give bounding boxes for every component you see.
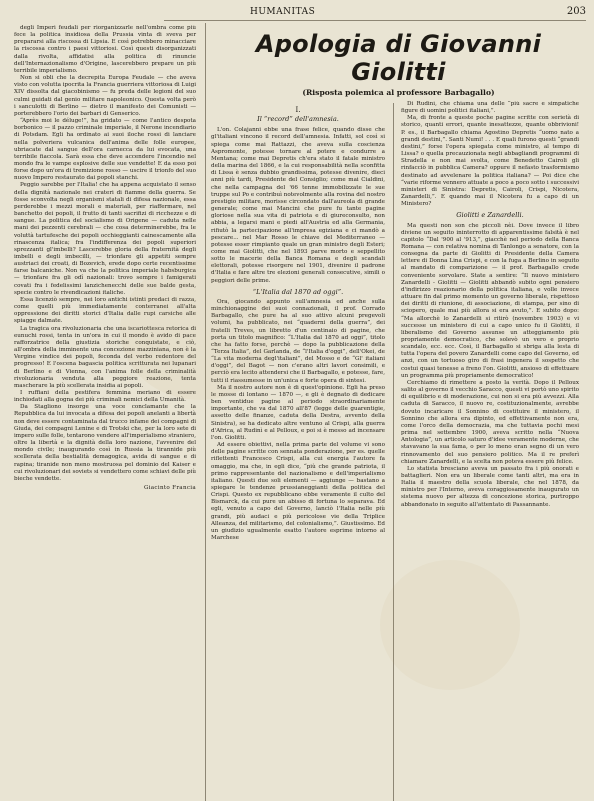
article-area <box>211 24 586 801</box>
right-paragraph: Di Rudinì, che chiama una delle “più sacre e simpatiche figure di uomini politici italiani,”. <box>401 101 579 115</box>
left-paragraph: I ruffiani della pestifera femmina meriano di essere inchiodati alla gogna dei più criminali nemici della Umanità. <box>14 389 196 404</box>
column-divider <box>205 23 206 801</box>
section-heading: Giolitti e Zanardelli. <box>456 211 524 220</box>
left-paragraph: Da Stagliono insorge una voce conclamante che la Repubblica da lui invocata a difesa dei popoli anelanti a libertà non deve essere contaminata dal trucco infame dei compagni di Giuda, dei compagni Lenine e di Trotski che, per la loro sete di impero sulle folle, tentarono vendere all'imperialismo straniero, oltre la libertà e la dignità della loro nazione, l'avvenire del mondo civile; inaugurando così in Russia la tirannide più scellerata della bestialità demagogica, avida di sangue e di rapina; tiranide non meno mostruosa pel dominio del Kaiser e cui rivoluzionari dei soviets si vendettero come schiavi delle più bieche vendette. <box>14 404 196 482</box>
left-paragraph: “Après moi le déluge!”, ha gridato — come l'antico despota borbonico — il pazzo criminale imperiale, il Nerone incendiario di Potsdam. Egli ha ordinato ai suoi iloche rossi di lanciare nella polveriera vulcanica dell'anima delle folle europee, ubriacate dal sangue dell'ora carneсса da lui evocata, una terribile fiaccola. Sarà essa che deve accendere l'incendio nel mondo fra le vampe esplosive delle sue vendette! E da esso poi forse dopo un'ora di tremizione rosso — uscire il trionfo del suo nuovo Impero restaurato dai popoli stanchi. <box>14 118 196 182</box>
left-paragraph: La tragica ora rivoluzionaria che una iscariottesca retorica di eunuchi rossi, tenta in un'ora in cui il mondo è avido di pace rafforzatrice della giustizia storiche conquistate, e ciò, all'ombra della imminente una concezione mazziniana, non è la Vergine vindice dei popoli, feconda del verbo redentore del progresso! E l'oscena bagascia politica scritturata nei lupanari di Berlino e di Vienna, con l'anima folle della criminalità rivoluzionaria venduta alla peggiore reazione, tenta mascherare la più scellerata insidia ai popoli. <box>14 325 196 389</box>
left-paragraph: degli Imperi feudali per riorganizzarle nell'ombra come più fece la politica insidiosa della Prussia vinta di sveva per prepararsi alla riscossa di Lipsia. E così potrebbero minacciare la riscossa contro i paesi vittoriosi. Così questi disorganizzati dalla rivolta, affidatisi alla politica di rinuncie dell'Internazionalismo d'Origine, lascerebbero prepare un più terribile imperialismo. <box>14 25 196 74</box>
right-paragraph: Ma, di fronte a queste poche pagine scritte con serietà di storico, quanti errori, quante inesattezze, quante obbrivioni! P. es., il Barbagallo chiama Agostino Depretis “uomo nato a grandi destini,”. Santi Numi! . . . E quali furono questi “grandi destini,” forse l'opera spiegata come ministro, al tempo di Lissa? o quella precauzionata negli abbagliandi programmi di Stradella e non mai svolta, come Benedetto Cairoli gli rinfacciò in pubblica Camera? oppure il nefasto trasformismo destinato ad avvelenare la politica italiana? — Poi dice che “varie riforme vennero attuate a poco a poco sotto i successivi ministeri di Sinistra: Depretis, Cairoli, Crispi, Nicotera, Zanardelli,”. E quando mai il Nicotera fu a capo di un Ministero? <box>401 115 579 208</box>
middle-column <box>211 101 388 801</box>
left-paragraph: Non si obli che la decrepita Europa Feudale — che aveva visto con volutta ipocrita la Francia guerriera vittoriosa di Luigi XIV dissolta dal giacobinismo — fu preda delle legioni del suo culmi guidati dal genio militare napoleonico. Questa volta però i sanculotti di Berlino — dietro il manifesto dei Comunisti — porterebbero l'orio dei barbari di Genserico. <box>14 75 196 117</box>
running-header <box>164 6 586 21</box>
article-subtitle: (Risposta polemica al professore Barbagallo) <box>302 88 495 97</box>
right-paragraph: Ma questi non son che piccoli nèi. Dove invece il libro diviene un seguito ininterrotto di apparentissime falsità è nel capitolo “Dal '900 al '913,”, giacchè nel periodo della Banca Romana — con relativa nomina di Tanlongo a senatore, con la consegna da parte di Giolitti di Presidente della Camera lettere di Donna Lina Crispi, e con la fuga a Berlino in seguito al mandato di comparizione — il prof. Barbagallo crede conveniente sorvolare. State a sentire: “Il nuovo ministero Zanardelli - Giolitti — Giolitti abbandò subito ogni pensiero d'indirizzo reazionario della politica italiana, e volle invece attuare fin dal primo momento un governo liberale, rispettoso dei diritti di riunione, di associazione, di stampa, per sino di sciopero, quale mai più allora si era avuto,”. E subito dopo: “Ma allorchè lo Zanardelli si ritirò (novembre 1903) e vi successe un ministero di cui a capo unico fu il Giolitti, il liberalismo del Governo assunse un atteggiamento più propriamente democratico, che solevò un vero e proprio scandalo, ecc. ecc. Così, il Barbagallo si sbriga alla lesta di tutta l'opera del povero Zanardelli come capo del Governo, ed anzi, con un tortuoso giro di frasi ingenera il sospetto che costui quasi tenesse a freno l'on. Giolitti, ansioso di effettuare un programma più propriamente democratico! <box>401 222 579 379</box>
middle-paragraph: Ad essere obiettivi, nella prima parte del volume vi sono delle pagine scritte con sennata ponderazione, per es. quelle riflettenti Francesco Crispi, alla cui energia l'autore fa omaggio, ma che, in egli dice, “più che grande patriota, il primo rappresentante del nazionalismo e dell'imperialismo italiano. Questi due soli elementi — aggiunge — bastano a spiegare le tendenze prussianeggianti della politica del Crispi. Questo ex repubblicano ebbe veramente il culto del Bismarck, da cui pure un abisso di fortuna lo separava. Ed egli, venuto a capo del Governo, lanciò l'Italia nelle più grandi, più audaci e più pericolose vie della Triplice Alleanza, del militarismo, del colonialismo,”. Giustissimo. Ed un giudizio ugualmente esatto l'autore esprime intorno al Marchese <box>211 442 385 542</box>
running-title: HUMANITAS <box>250 7 316 17</box>
page-number: 203 <box>566 6 586 17</box>
left-paragraph: Essa licenziò sempre, nei loro antichi istinti predaci di razza, come quelli più immediatamente conterranei all'alta oppressione dei diritti storici d'Italia dalle rupi carsiche alle spiagge dalmate. <box>14 296 196 325</box>
middle-paragraph: L'on. Colajanni ebbe una frase felice, quando disse che gl'italiani vincono il record dell'amnesia. Infatti, sol così si spiega come mai Rattazzi, che aveva sulla coscienza Aspromonte, potesse tornare al potere e condurre a Mentana; come mai Depretis ch'era stato il fatale ministro della marina del 1866, e la cui responsabilità nella sconfitta di Lissa è senza dubbio grandissima, potesse divenire, dieci anni più tardi, Presidente del Consiglio; come mai Cialdini, che nella campagna del '66 tenne immobilizzate le sue truppe sul Po e contribuì notevolmente alla rovina del nostro prestigio militare, morisse circondato dall'aureola di grande generale; come mai Mancini che pure fu tante pagine gloriose nella sua vita di patriota e di giureconsulto, non abbia, a legarsi mani e piedi all'Austria ed alla Germania, rifiutò la partecipazione all'impresa egiziana e ci mandò a pescare... nel Mar Rosso le chiave del Mediterraneo — potesse esser rimpianto quale un gran ministro degli Esteri; come mai Giolitti, che nel 1893 parve morto e seppellito sotto le macerie della Banca Romana e degli scandali elettorali, potesse risorgere nel 1901, divenire il padrone d'Italia e fare altre tre elezioni generali consecutive, simili o peggiori delle prime. <box>211 127 385 284</box>
column-divider <box>393 103 394 801</box>
right-column <box>399 101 579 801</box>
left-paragraph: Peggio sarebbe per l'Italia! che ha appena acquistato il senso della dignità nazionale nei crateri di fiamme della guerra. Se fosse sconvolta negli organismi statali di difesa nazionale, essa perderebbe i mezzi morali e materiali, per riaffermare, nel banchetto dei popoli, il frutto di tanti sacrifizi di ricchezze e di sangue. La politica del socialismo di Origene — caduta nelle mani dei pezzenti cerebrali — che cosa determinerebbe, fra le voluttà tartufesche dei popoli occhieggianti cainescamente alla rinascenza italica; fra l'indifferenza dei popoli superiori sprezzanti gl'imbelli? Lascerebbe gloria della fraternità degli imbelli e degli imbecilli, — trionfare gli appetiti sempre austriaci dei croati, di Bozevich, erede dopo certe recentissime farse balcaniche. Non va che la politica imperiale habsburgica — trionfare fra gli odî nazionali: trovo sempre i famigerati covati fra i fedelissimi lanzichenecchi delle sue balde gesta, specie contro le rivendicazioni italiche. <box>14 182 196 296</box>
left-column <box>14 25 200 801</box>
right-paragraph: Lo statista bresciano aveva un passato fra i più onorati e battaglieri. Non era un liberale come tanti altri, ma era in Italia il maestro della scuola liberale, che nel 1878, da ministro per l'Interno, aveva coraggiosamente inaugurato un sistema nuovo per altezza di concezione storica, purtroppo abbandonato in seguito all'attentato di Passannante. <box>401 465 579 508</box>
author-signature: Giacinto Francia <box>143 485 196 491</box>
section-heading: “L'Italia dal 1870 ad oggi”. <box>252 287 344 296</box>
middle-paragraph: Ora, giocando appunto sull'amnesia ed anche sulla minchionaggine dei suoi connazionali, il prof. Corrado Barbagallo, che pure ha al suo attivo alcuni pregevoli volumi, ha pubblicato, nei “quaderni della guerra”, dei fratelli Treves, un libretto d'un centinaio di pagine, che porta un titolo magnifico: “L'Italia dal 1870 ad oggi”, titolo che ha fatto forse, perchè — dopo la pubblicazione della “Terza Italia”, del Garlanda, de “l'Italia d'oggi”, dell'Okei, de “La vita moderna degl'italiani”, del Mosso e de “Gl' italiani d'oggi”, del Bagot — non c'erano altri lavori consimili, e perciò era lecito attendersi che il Barbagallo, e potesse, fare, tutti il riassumesse in un'unica e forte opera di sintesi. <box>211 298 385 384</box>
middle-paragraph: Ma il nostro autore non è di quest'opinione. Egli ha preso le mosse di lontano — 1870 —, e gli è degnato di dedicare ben ventidue pagine al periodo straordinariamente importante, che va dal 1870 all'87 (legge delle guarentigie, assetto delle finanze, caduta della Destra, avvento della Sinistra), se ha dedicato altre ventuno al Crispi, alla guerra d'Africa, al Rudinì e al Pelloux, e poi si è messo ad incensare l'on. Giolitti. <box>211 384 385 441</box>
section-heading: Il “record” dell'amnesia. <box>257 115 339 124</box>
right-paragraph: Cerchiamo di rimettere a posto la verità. Dopo il Pelloux salito al governo il vecchio Saracco, questi vi portò uno spirito di equilibrio e di moderazione, cui non si era più avvezzi. Alla caduta di Saracco, il nuovo re, costituzionalmente, avrebbe dovuto incaricare il Sonnino di costituire il ministero, il Sonnino che allora era dipinto, ed effettivamente non era, come l'orco della democrazia, ma che tuttavia pochi mesi prima nel settembre 1900, aveva scritto nella “Nuova Antologia”, un articolo saturo d'idee veramente moderne, che stavavano la sua fama, o per lo meno eran segno di un vero rinnovamento del suo pensiero politico. Ma il re preferì chiamare Zanardelli, e la scelta non poteva essere più felice. <box>401 379 579 465</box>
article-title: Apologia di Giovanni Giolitti <box>255 30 542 86</box>
article-columns <box>211 101 586 801</box>
section-number: I. <box>295 106 301 114</box>
page-columns <box>14 21 586 801</box>
